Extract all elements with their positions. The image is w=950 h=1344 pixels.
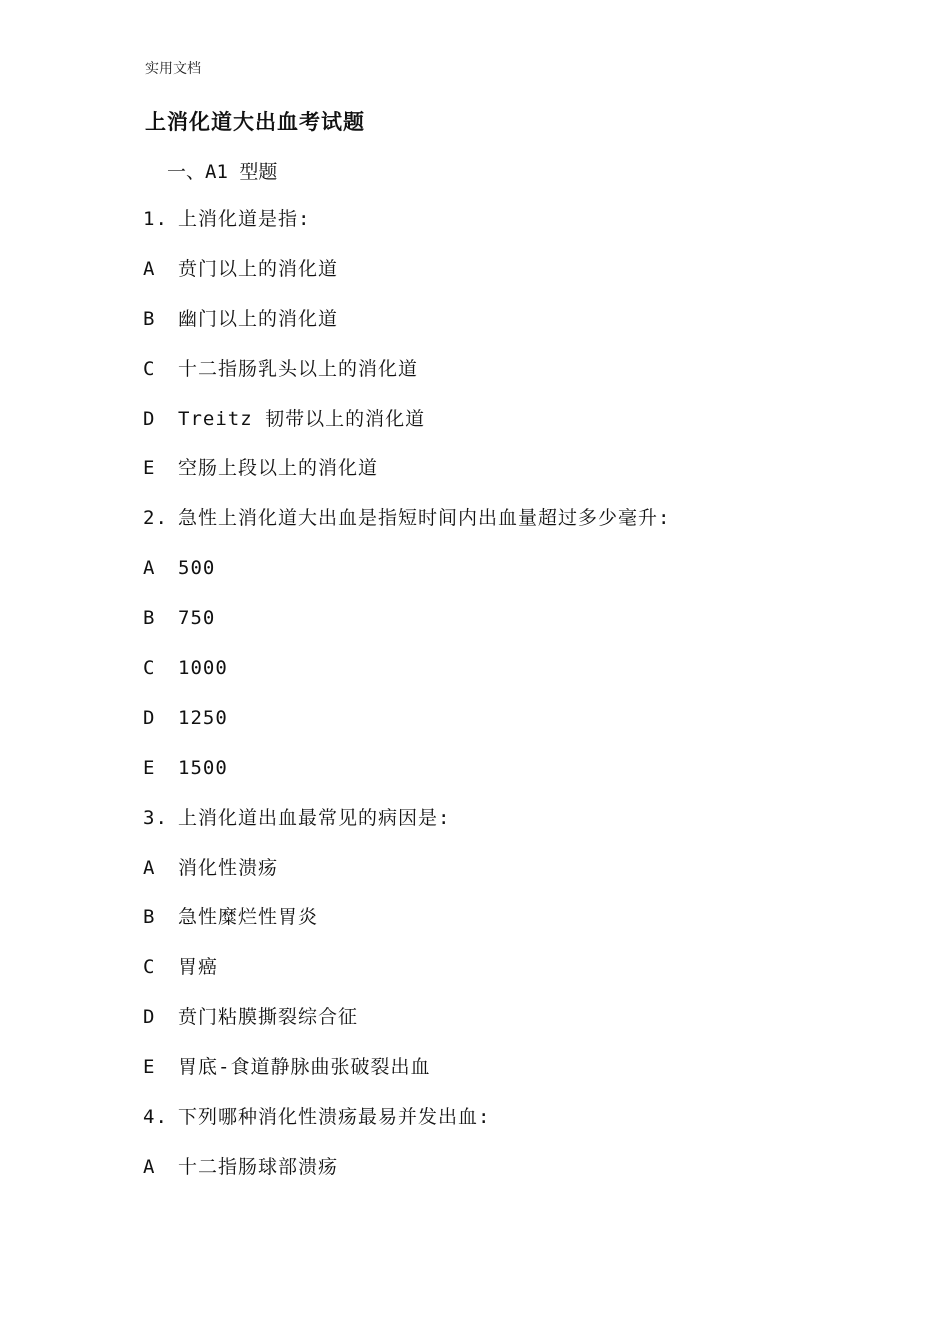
option-text: 急性糜烂性胃炎 xyxy=(178,906,319,929)
option-text: 十二指肠乳头以上的消化道 xyxy=(178,357,419,380)
option-line xyxy=(143,256,670,306)
option-letter: D xyxy=(143,407,156,430)
option-text: 幽门以上的消化道 xyxy=(178,307,339,330)
option-line xyxy=(143,655,670,705)
question-line xyxy=(143,1104,670,1154)
question-number: 1. xyxy=(143,208,168,230)
option-letter: A xyxy=(143,257,156,280)
option-text: 胃底-食道静脉曲张破裂出血 xyxy=(178,1056,431,1079)
option-letter: E xyxy=(143,457,156,480)
option-line xyxy=(143,954,670,1004)
document-title: 上消化道大出血考试题 xyxy=(145,109,365,134)
option-text: 500 xyxy=(178,557,216,580)
option-text: 十二指肠球部溃疡 xyxy=(178,1155,339,1178)
option-line xyxy=(143,406,670,456)
option-text: 消化性溃疡 xyxy=(178,856,279,879)
option-letter: C xyxy=(143,956,156,979)
option-letter: B xyxy=(143,906,156,929)
option-line xyxy=(143,1004,670,1054)
option-text: 1250 xyxy=(178,706,228,729)
question-line xyxy=(143,505,670,555)
option-line xyxy=(143,855,670,905)
option-line xyxy=(143,705,670,755)
option-letter: C xyxy=(143,357,156,380)
option-letter: D xyxy=(143,706,156,729)
option-letter: C xyxy=(143,657,156,680)
question-number: 3. xyxy=(143,806,168,829)
option-text: 空肠上段以上的消化道 xyxy=(178,457,379,480)
option-letter: B xyxy=(143,307,156,330)
question-number: 4. xyxy=(143,1106,168,1129)
option-letter: E xyxy=(143,1056,156,1079)
option-letter: B xyxy=(143,607,156,630)
option-line xyxy=(143,306,670,356)
option-line xyxy=(143,356,670,406)
option-letter: D xyxy=(143,1006,156,1029)
option-letter: E xyxy=(143,756,156,779)
question-text: 上消化道是指: xyxy=(178,208,311,230)
question-line xyxy=(143,805,670,855)
option-text: 750 xyxy=(178,607,216,630)
option-letter: A xyxy=(143,557,156,580)
page-header: 实用文档 xyxy=(145,61,201,77)
option-text: 贲门以上的消化道 xyxy=(178,257,339,280)
option-line xyxy=(143,1154,670,1204)
option-text: 胃癌 xyxy=(178,956,219,979)
option-line xyxy=(143,455,670,505)
option-text: Treitz 韧带以上的消化道 xyxy=(178,407,426,430)
section-heading: 一、A1 型题 xyxy=(167,161,278,183)
option-line xyxy=(143,904,670,954)
option-letter: A xyxy=(143,1155,156,1178)
option-line xyxy=(143,605,670,655)
question-list xyxy=(143,206,670,1204)
option-text: 1500 xyxy=(178,756,228,779)
option-line xyxy=(143,555,670,605)
option-line xyxy=(143,755,670,805)
question-line xyxy=(143,206,670,256)
question-text: 急性上消化道大出血是指短时间内出血量超过多少毫升: xyxy=(178,507,671,530)
option-letter: A xyxy=(143,856,156,879)
option-text: 1000 xyxy=(178,657,228,680)
question-number: 2. xyxy=(143,507,168,530)
question-text: 上消化道出血最常见的病因是: xyxy=(178,806,451,829)
question-text: 下列哪种消化性溃疡最易并发出血: xyxy=(178,1106,491,1129)
option-text: 贲门粘膜撕裂综合征 xyxy=(178,1006,359,1029)
option-line xyxy=(143,1054,670,1104)
